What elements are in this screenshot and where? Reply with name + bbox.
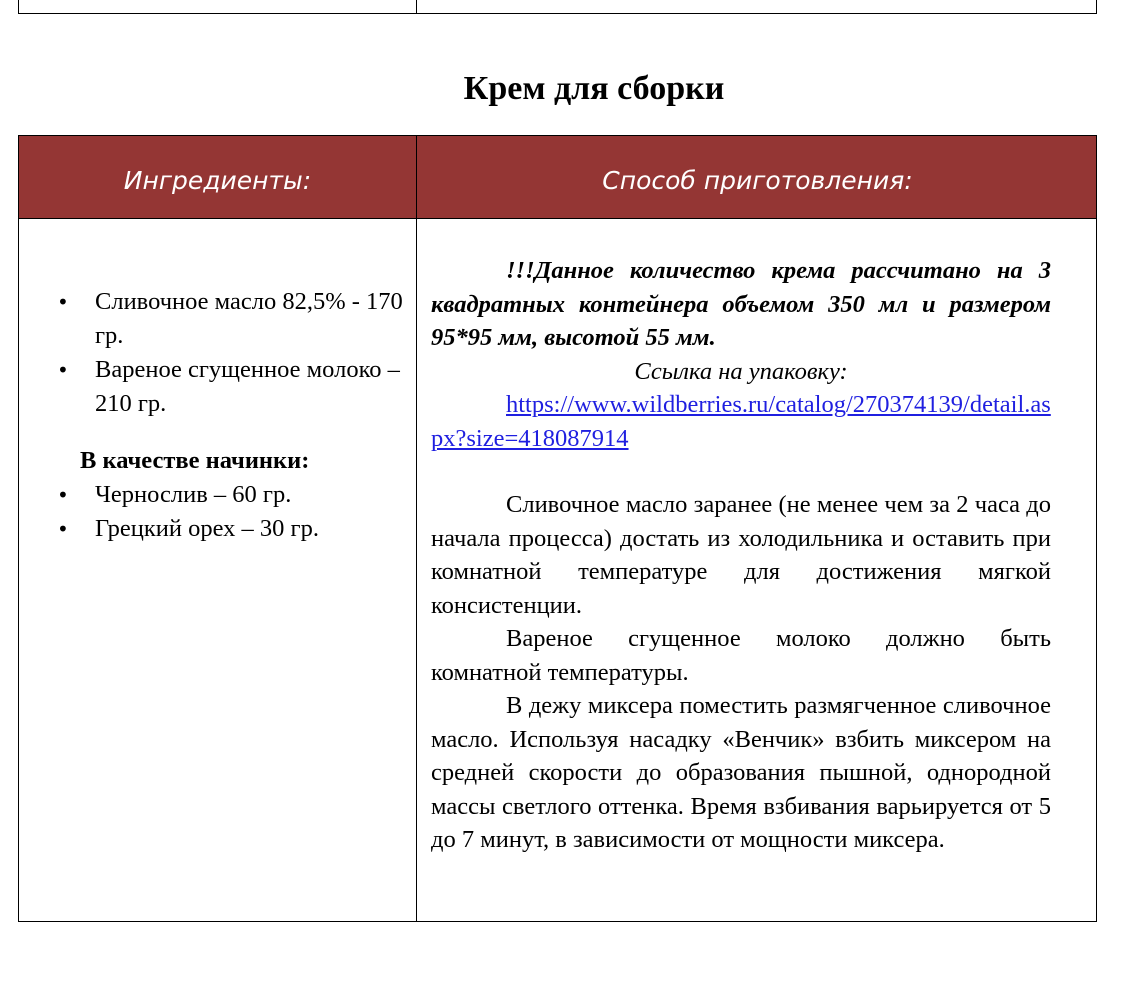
ingredients-cell xyxy=(19,219,416,546)
section-title: Крем для сборки xyxy=(463,70,725,107)
container-note: !!!Данное количество крема рассчитано на 3 квадратных контейнера объемом 350 мл и размером 95*95 мм, высотой 55 мм. xyxy=(431,257,1051,351)
column-divider xyxy=(416,0,417,13)
link-label: Ссылка на упаковку: xyxy=(634,357,848,385)
method-paragraph: Сливочное масло заранее (не менее чем за 2 часа до начала процесса) достать из холодильника и оставить при комнатной температуре для достижения мягкой консистенции. xyxy=(431,491,1051,619)
packaging-link[interactable]: https://www.wildberries.ru/catalog/270374139/detail.aspx?size=418087914 xyxy=(431,391,1051,452)
ingredients-list xyxy=(19,285,416,421)
previous-table-bottom xyxy=(18,0,1097,14)
list-item: • Грецкий орех – 30 гр. xyxy=(19,512,416,546)
header-method: Способ приготовления: xyxy=(602,166,913,195)
filling-list xyxy=(19,478,416,546)
table-header xyxy=(19,136,1096,219)
list-item: • Чернослив – 60 гр. xyxy=(19,478,416,512)
method-paragraph: Вареное сгущенное молоко должно быть комнатной температуры. xyxy=(431,625,1051,686)
filling-title: В качестве начинки: xyxy=(80,447,310,474)
list-item: • Вареное сгущенное молоко – 210 гр. xyxy=(19,353,416,421)
method-paragraph: В дежу миксера поместить размягченное сливочное масло. Используя насадку «Венчик» взбить миксером на средней скорости до образования пышной, однородной массы светлого оттенка. Время взбивания варьируется от 5 до 7 минут, в зависимости от мощности миксера. xyxy=(431,692,1051,853)
list-item: • Сливочное масло 82,5% - 170 гр. xyxy=(19,285,416,353)
column-divider xyxy=(416,136,417,921)
header-ingredients: Ингредиенты: xyxy=(123,166,312,195)
method-cell xyxy=(431,219,1051,857)
recipe-table xyxy=(18,135,1097,922)
